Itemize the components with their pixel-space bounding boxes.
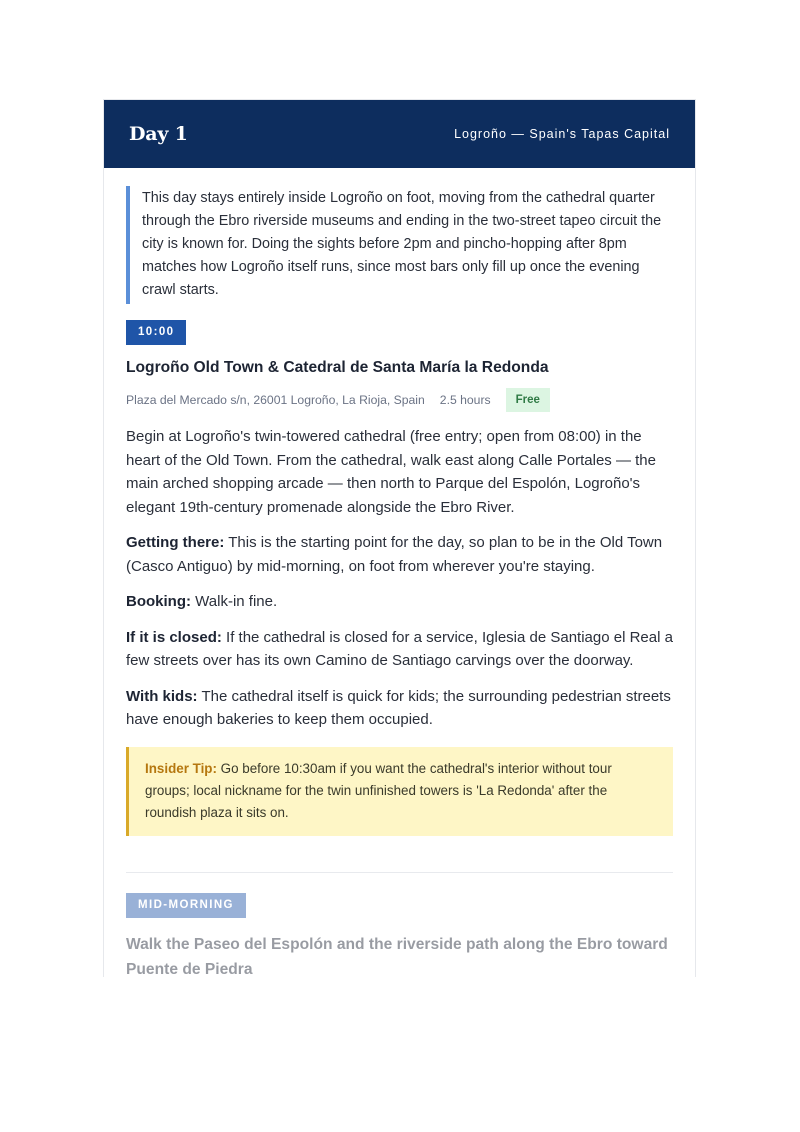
getting-there-text: This is the starting point for the day, so plan to be in the Old Town (Casco Antiguo) by mid-morning, on foot from wherever you're staying. bbox=[126, 534, 663, 575]
if-closed bbox=[126, 626, 673, 673]
stop-meta bbox=[126, 388, 673, 412]
stop-item bbox=[126, 873, 673, 978]
stop-title: Logroño Old Town & Catedral de Santa María la Redonda bbox=[126, 359, 549, 376]
stop-title: Walk the Paseo del Espolón and the riverside path along the Ebro toward Puente de Piedra bbox=[126, 935, 668, 977]
insider-tip-label: Insider Tip: bbox=[145, 760, 217, 776]
stop-description: Begin at Logroño's twin-towered cathedral (free entry; open from 08:00) in the heart of the Old Town. From the cathedral, walk east along Calle Portales — the main arched shopping arcade — then north to Parque del Espolón, Logroño's elegant 19th-century promenade alongside the Ebro River. bbox=[126, 428, 656, 516]
with-kids bbox=[126, 685, 673, 732]
stop-duration: 2.5 hours bbox=[439, 393, 491, 407]
day-content bbox=[104, 168, 695, 977]
getting-there bbox=[126, 531, 673, 578]
if-closed-text: If the cathedral is closed for a service, Iglesia de Santiago el Real a few streets over has its own Camino de Santiago carvings over the doorway. bbox=[126, 628, 673, 669]
day-intro: This day stays entirely inside Logroño on foot, moving from the cathedral quarter through the Ebro riverside museums and ending in the two-street tapeo circuit the city is known for. Doing the sights before 2pm and pincho-hopping after 8pm matches how Logroño itself runs, since most bars only fill up once the evening crawl starts. bbox=[126, 186, 673, 304]
booking-label: Booking: bbox=[126, 593, 191, 610]
time-badge: MID-MORNING bbox=[126, 893, 246, 918]
stop-address: Plaza del Mercado s/n, 26001 Logroño, La Rioja, Spain bbox=[126, 393, 425, 407]
day-subtitle: Logroño — Spain's Tapas Capital bbox=[454, 127, 670, 141]
price-badge: Free bbox=[506, 388, 550, 412]
stop-item bbox=[126, 304, 673, 836]
with-kids-label: With kids: bbox=[126, 687, 198, 705]
getting-there-label: Getting there: bbox=[126, 534, 225, 551]
time-badge: 10:00 bbox=[126, 320, 186, 345]
with-kids-text: The cathedral itself is quick for kids; the surrounding pedestrian streets have enough bakeries to keep them occupied. bbox=[126, 687, 671, 728]
booking-text: Walk-in fine. bbox=[195, 593, 278, 610]
insider-tip-text: Go before 10:30am if you want the cathedral's interior without tour groups; local nickname for the twin unfinished towers is 'La Redonda' after the roundish plaza it sits on. bbox=[145, 760, 612, 820]
day-header bbox=[104, 100, 695, 168]
day-title: Day 1 bbox=[129, 123, 188, 145]
booking bbox=[126, 590, 673, 614]
if-closed-label: If it is closed: bbox=[126, 628, 222, 646]
insider-tip bbox=[126, 747, 673, 836]
itinerary-day-card bbox=[103, 99, 696, 977]
